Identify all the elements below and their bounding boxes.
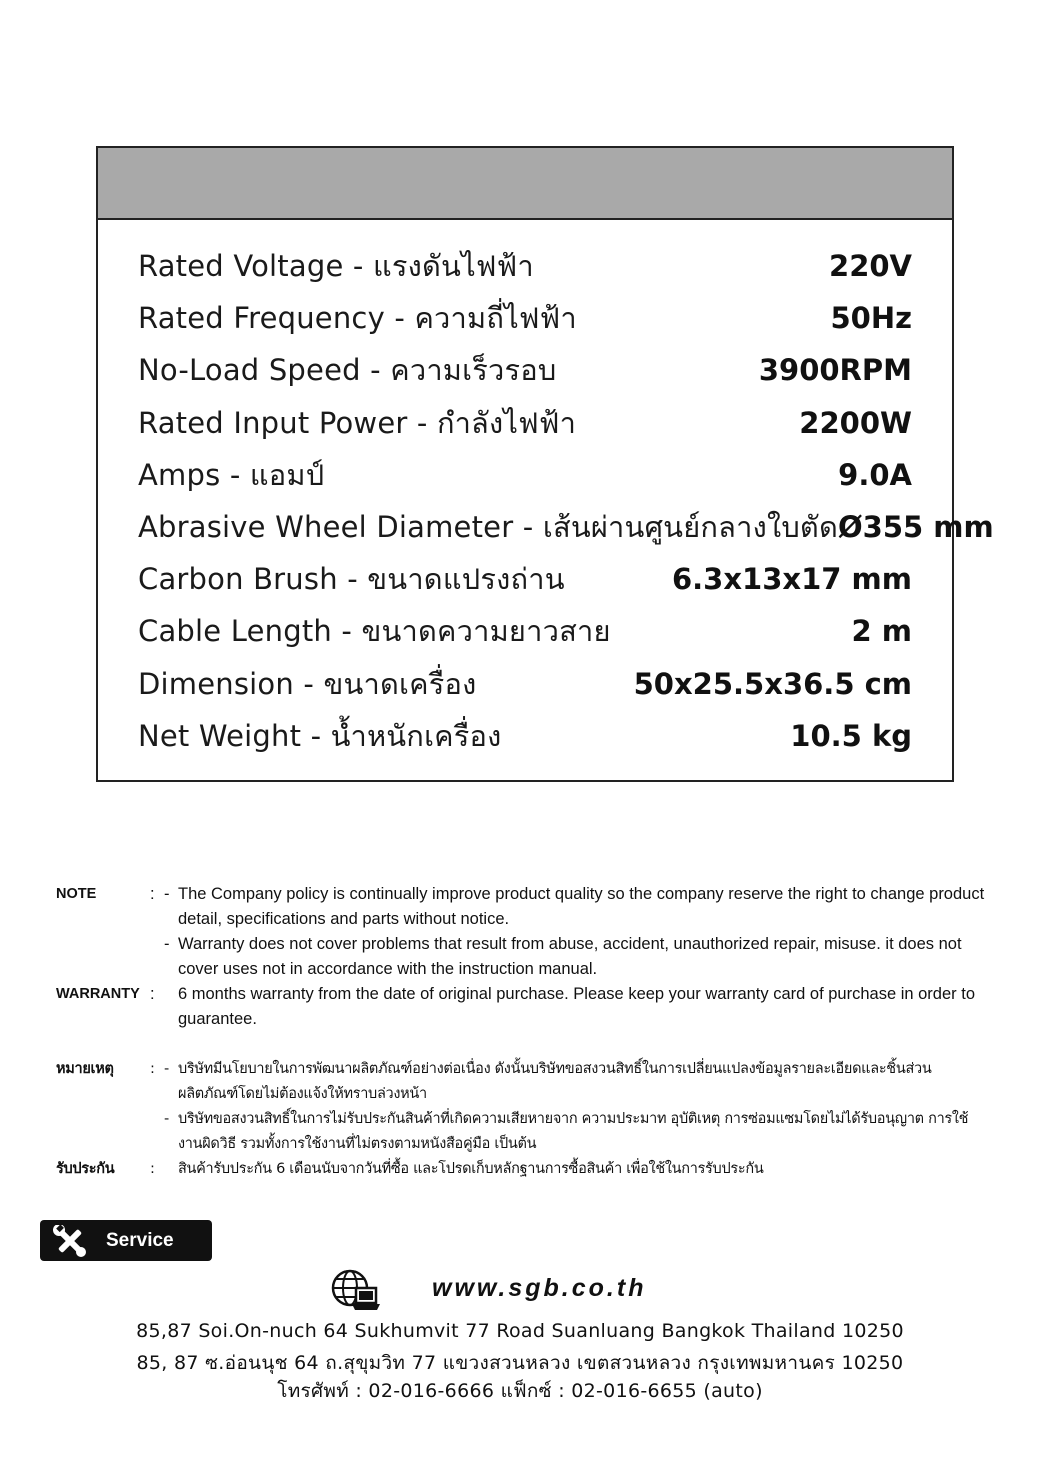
notes-section <box>56 882 986 1182</box>
spec-value: Ø355 mm <box>838 510 994 545</box>
note-key: NOTE <box>56 886 97 902</box>
thai-note-colon: : <box>150 1061 155 1077</box>
note-item-text: Warranty does not cover problems that result from abuse, accident, unauthorized repair, misuse. it does not cover uses not in accordance with the instruction manual. <box>178 935 962 978</box>
specifications-list <box>138 240 994 762</box>
spec-value: 2200W <box>799 405 912 440</box>
spec-value: 220V <box>829 249 912 284</box>
spec-label: Carbon Brush - ขนาดแปรงถ่าน <box>138 562 565 597</box>
spec-row <box>138 240 912 292</box>
spec-label: Rated Input Power - กำลังไฟฟ้า <box>138 405 577 440</box>
spec-label: Cable Length - ขนาดความยาวสาย <box>138 614 611 649</box>
note-item: - The Company policy is continually improve product quality so the company reserve the right to change product detail, specifications and parts without notice. <box>164 885 985 928</box>
thai-note-item: - บริษัทมีนโยบายในการพัฒนาผลิตภัณฑ์อย่างต่อเนื่อง ดังนั้นบริษัทขอสงวนสิทธิ์ในการเปลี่ยนแปลงข้อมูลรายละเอียดและชิ้นส่วนผลิตภัณฑ์โดยไม่ต้องแจ้งให้ทราบล่วงหน้า <box>164 1061 932 1102</box>
spec-label: Rated Frequency - ความถี่ไฟฟ้า <box>138 301 577 336</box>
warranty-block <box>56 982 986 1032</box>
spec-value: 9.0A <box>838 457 912 492</box>
tools-icon <box>50 1225 90 1261</box>
phone-fax: โทรศัพท์ : 02-016-6666 แฟ็กซ์ : 02-016-6655 (auto) <box>277 1380 763 1402</box>
spec-label: Rated Voltage - แรงดันไฟฟ้า <box>138 249 534 284</box>
website-link[interactable]: www.sgb.co.th <box>432 1274 647 1302</box>
thai-note-block <box>56 1057 986 1157</box>
note-block <box>56 882 986 982</box>
specifications-header-bar <box>98 148 952 220</box>
spec-value: 50x25.5x36.5 cm <box>633 666 912 701</box>
spec-row <box>138 397 912 449</box>
note-item: - Warranty does not cover problems that result from abuse, accident, unauthorized repair, misuse. it does not cover uses not in accordance with the instruction manual. <box>164 935 962 978</box>
spec-value: 50Hz <box>830 301 912 336</box>
spec-value: 2 m <box>851 614 912 649</box>
spec-label: Dimension - ขนาดเครื่อง <box>138 666 477 701</box>
spec-value: 10.5 kg <box>790 718 912 753</box>
spec-row <box>138 710 912 762</box>
spec-row <box>138 658 912 710</box>
address-english: 85,87 Soi.On-nuch 64 Sukhumvit 77 Road Suanluang Bangkok Thailand 10250 <box>136 1320 904 1342</box>
warranty-colon: : <box>150 985 155 1003</box>
spec-row <box>138 605 912 657</box>
thai-note-key: หมายเหตุ <box>56 1061 114 1077</box>
spec-row <box>138 501 994 553</box>
thai-warranty-text: สินค้ารับประกัน 6 เดือนนับจากวันที่ซื้อ และโปรดเก็บหลักฐานการซื้อสินค้า เพื่อใช้ในการรับประกัน <box>178 1161 764 1177</box>
spec-row <box>138 344 912 396</box>
thai-warranty-block <box>56 1157 986 1182</box>
thai-warranty-colon: : <box>150 1161 155 1177</box>
thai-note-item: - บริษัทขอสงวนสิทธิ์ในการไม่รับประกันสินค้าที่เกิดความเสียหายจาก ความประมาท อุบัติเหตุ การซ่อมแซมโดยไม่ได้รับอนุญาต การใช้งานผิดวิธี รวมทั้งการใช้งานที่ไม่ตรงตามหนังสือคู่มือ เป็นต้น <box>164 1111 969 1152</box>
spec-label: Amps - แอมป์ <box>138 457 325 492</box>
service-badge <box>40 1220 212 1261</box>
thai-note-item-text: บริษัทขอสงวนสิทธิ์ในการไม่รับประกันสินค้าที่เกิดความเสียหายจาก ความประมาท อุบัติเหตุ การซ่อมแซมโดยไม่ได้รับอนุญาต การใช้งานผิดวิธี รวมทั้งการใช้งานที่ไม่ตรงตามหนังสือคู่มือ เป็นต้น <box>178 1111 969 1152</box>
spec-label: No-Load Speed - ความเร็วรอบ <box>138 353 557 388</box>
spec-label: Abrasive Wheel Diameter - เส้นผ่านศูนย์กลางใบตัด <box>138 510 838 545</box>
address-thai: 85, 87 ซ.อ่อนนุช 64 ถ.สุขุมวิท 77 แขวงสวนหลวง เขตสวนหลวง กรุงเทพมหานคร 10250 <box>136 1352 904 1374</box>
note-item-text: The Company policy is continually improve product quality so the company reserve the right to change product detail, specifications and parts without notice. <box>178 885 985 928</box>
spec-label: Net Weight - น้ำหนักเครื่อง <box>138 718 502 753</box>
spec-value: 6.3x13x17 mm <box>671 562 912 597</box>
spec-row <box>138 553 912 605</box>
warranty-key: WARRANTY <box>56 986 140 1002</box>
spec-row <box>138 292 912 344</box>
thai-note-item-text: บริษัทมีนโยบายในการพัฒนาผลิตภัณฑ์อย่างต่อเนื่อง ดังนั้นบริษัทขอสงวนสิทธิ์ในการเปลี่ยนแปลงข้อมูลรายละเอียดและชิ้นส่วนผลิตภัณฑ์โดยไม่ต้องแจ้งให้ทราบล่วงหน้า <box>178 1061 932 1102</box>
globe-computer-icon <box>330 1268 382 1316</box>
warranty-text: 6 months warranty from the date of original purchase. Please keep your warranty card of purchase in order to guarantee. <box>178 985 975 1028</box>
service-label: Service <box>106 1230 174 1251</box>
specifications-table <box>96 146 994 782</box>
thai-warranty-key: รับประกัน <box>56 1161 115 1177</box>
spec-row <box>138 449 912 501</box>
spec-value: 3900RPM <box>758 353 912 388</box>
note-colon: : <box>150 885 155 903</box>
